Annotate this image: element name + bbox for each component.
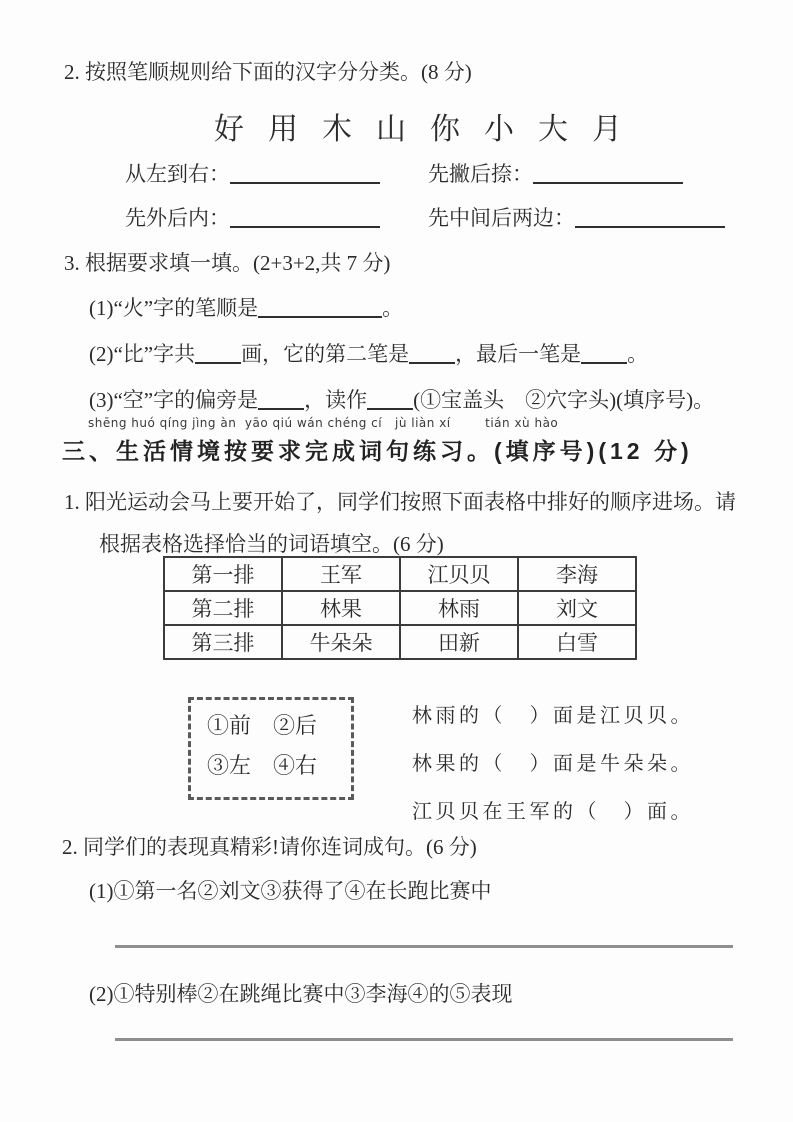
rule-label-pie-then-na: 先撇后捺：	[428, 162, 533, 186]
hanzi-char: 用	[268, 113, 298, 146]
s3-q2-sub-1: (1)①第一名②刘文③获得了④在长跑比赛中	[89, 879, 492, 903]
s3-q2-title: 2. 同学们的表现真精彩!请你连词成句。(6 分)	[62, 835, 477, 859]
hanzi-char: 木	[322, 113, 352, 146]
table-cell: 李海	[518, 557, 636, 591]
q3-sub-1-text: (1)“火”字的笔顺是	[89, 296, 259, 320]
question-3-title: 3. 根据要求填一填。(2+3+2,共 7 分)	[64, 251, 391, 275]
fill-blank	[230, 212, 380, 228]
q3-sub-2	[89, 340, 648, 368]
table-cell: 第二排	[164, 591, 282, 625]
hanzi-char: 小	[484, 113, 514, 146]
choice-item: ④右	[273, 753, 318, 778]
table-cell: 牛朵朵	[282, 625, 400, 659]
stroke-rule-row-2	[125, 202, 380, 232]
table-row	[164, 625, 636, 659]
table-cell: 江贝贝	[400, 557, 518, 591]
q3-sub-1	[89, 294, 403, 322]
hanzi-char: 山	[376, 113, 406, 146]
fill-blank	[581, 348, 627, 364]
stroke-rule-row-2-right	[428, 202, 725, 232]
table-cell: 第三排	[164, 625, 282, 659]
hanzi-char: 好	[214, 113, 244, 146]
section-3-title: 三、生活情境按要求完成词句练习。(填序号)(12 分)	[62, 438, 693, 464]
s3-q2-sub-2: (2)①特别棒②在跳绳比赛中③李海④的⑤表现	[89, 982, 513, 1006]
fill-blank	[533, 168, 683, 184]
choice-item: ①前	[207, 713, 252, 738]
s3-q1-line-2: 根据表格选择恰当的词语填空。(6 分)	[99, 532, 444, 556]
q3-sub-2-period: 。	[627, 342, 649, 366]
choice-box	[188, 697, 354, 800]
q3-sub-3	[89, 386, 714, 414]
fill-blank	[258, 394, 304, 410]
q3-sub-2-text: 画，它的第二笔是	[241, 342, 410, 366]
fill-blank	[195, 348, 241, 364]
table-cell: 王军	[282, 557, 400, 591]
table-cell: 田新	[400, 625, 518, 659]
table-cell: 第一排	[164, 557, 282, 591]
stroke-rule-row-1	[125, 158, 380, 188]
q3-sub-3-text: (3)“空”字的偏旁是	[89, 388, 259, 412]
q3-sub-3-options: (①宝盖头 ②穴字头)(填序号)。	[413, 388, 715, 412]
question-2-title: 2. 按照笔顺规则给下面的汉字分分类。(8 分)	[64, 60, 472, 84]
table-row	[164, 591, 636, 625]
fill-sentence-2: 林果的（ ）面是牛朵朵。	[412, 753, 694, 775]
answer-line-1	[115, 945, 733, 948]
hanzi-row	[214, 104, 622, 148]
stroke-rule-row-1-right	[428, 158, 683, 188]
rule-label-left-to-right: 从左到右：	[125, 162, 230, 186]
fill-blank	[258, 302, 382, 318]
fill-blank	[409, 348, 455, 364]
fill-blank	[230, 168, 380, 184]
table-cell: 林雨	[400, 591, 518, 625]
fill-sentence-1: 林雨的（ ）面是江贝贝。	[412, 705, 694, 727]
fill-sentence-3: 江贝贝在王军的（ ）面。	[412, 801, 694, 823]
choice-item: ②后	[273, 713, 318, 738]
q3-sub-2-text: ，最后一笔是	[455, 342, 582, 366]
choice-line-1	[207, 706, 351, 746]
rule-label-outside-then-inside: 先外后内：	[125, 206, 230, 230]
q3-sub-1-period: 。	[382, 296, 404, 320]
choice-item: ③左	[207, 753, 252, 778]
hanzi-char: 大	[538, 113, 568, 146]
fill-blank	[367, 394, 413, 410]
fill-blank	[575, 212, 725, 228]
table-cell: 白雪	[518, 625, 636, 659]
hanzi-char: 月	[592, 113, 622, 146]
rule-label-middle-then-sides: 先中间后两边：	[428, 206, 575, 230]
answer-line-2	[115, 1038, 733, 1041]
table-cell: 刘文	[518, 591, 636, 625]
s3-q1-line-1: 1. 阳光运动会马上要开始了，同学们按照下面表格中排好的顺序进场。请	[64, 490, 736, 514]
seating-table	[163, 556, 637, 660]
q3-sub-3-text: ，读作	[304, 388, 368, 412]
q3-sub-2-text: (2)“比”字共	[89, 342, 196, 366]
choice-line-2	[207, 746, 351, 786]
table-cell: 林果	[282, 591, 400, 625]
section-3-pinyin: shēng huó qíng jìng àn yāo qiú wán chéng cí jù liàn xí tián xù hào	[88, 416, 559, 430]
hanzi-char: 你	[430, 113, 460, 146]
table-row	[164, 557, 636, 591]
